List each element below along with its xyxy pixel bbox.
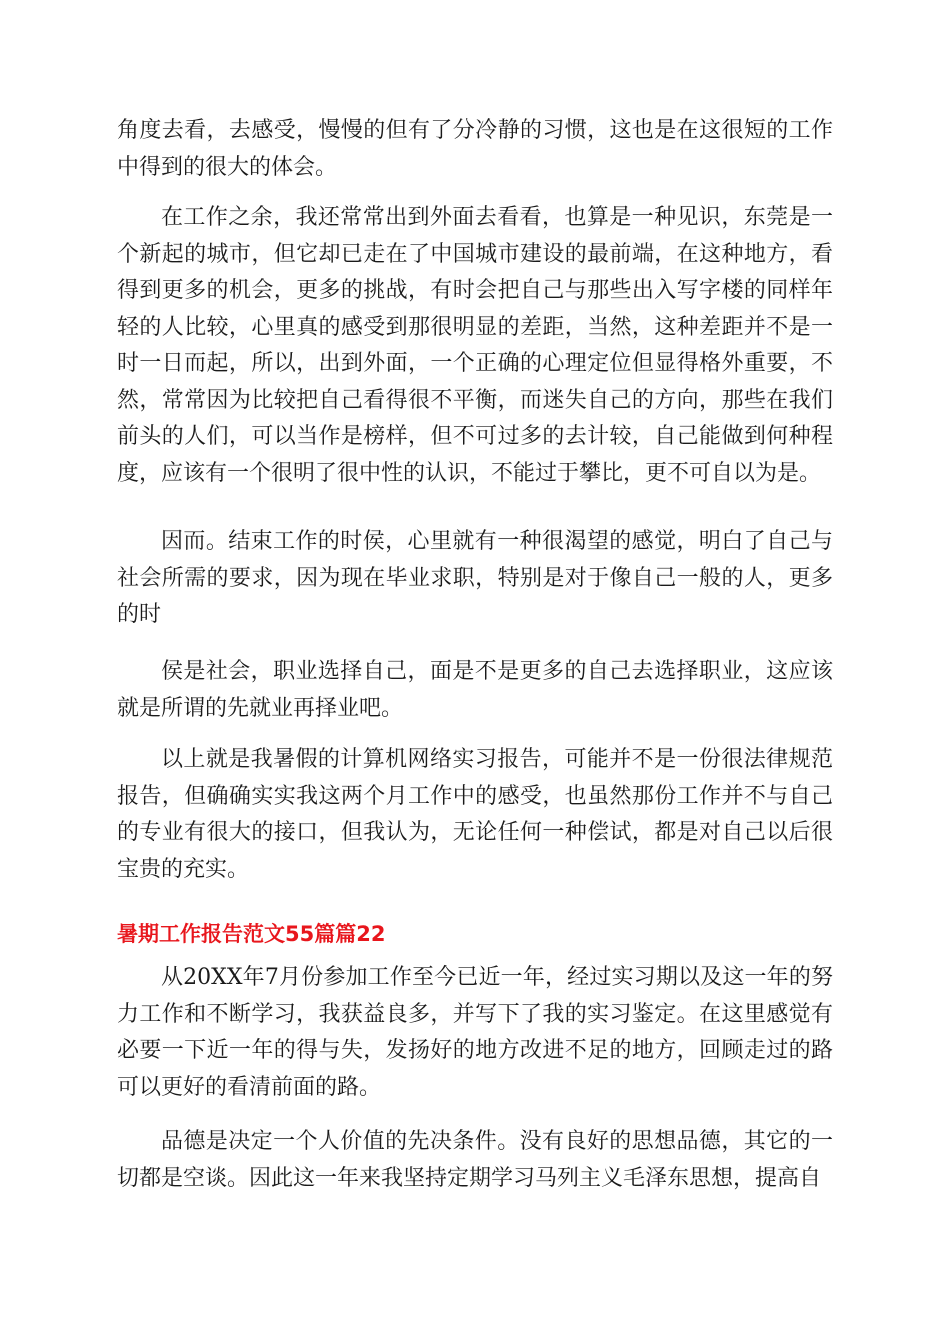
- paragraph-conclusion-end: 侯是社会，职业选择自己，面是不是更多的自己去选择职业，这应该就是所谓的先就业再择业吧。: [117, 659, 833, 721]
- section-paragraph-morality: 品德是决定一个人价值的先决条件。没有良好的思想品德，其它的一切都是空谈。因此这一年来我坚持定期学习马列主义毛泽东思想，提高自: [117, 1129, 833, 1191]
- paragraph-continued: 角度去看，去感受，慢慢的但有了分冷静的习惯，这也是在这很短的工作中得到的很大的体会。: [117, 118, 833, 180]
- section-paragraph-intro: 从20XX年7月份参加工作至今已近一年，经过实习期以及这一年的努力工作和不断学习，我获益良多，并写下了我的实习鉴定。在这里感觉有必要一下近一年的得与失，发扬好的地方改进不足的地方，回顾走过的路可以更好的看清前面的路。: [117, 965, 833, 1100]
- paragraph-summary: 以上就是我暑假的计算机网络实习报告，可能并不是一份很法律规范报告，但确确实实我这两个月工作中的感受，也虽然那份工作并不与自己的专业有很大的接口，但我认为，无论任何一种偿试，都是对自己以后很宝贵的充实。: [117, 747, 833, 882]
- section-heading: 暑期工作报告范文55篇篇22: [117, 922, 386, 946]
- paragraph-conclusion-start: 因而。结束工作的时侯，心里就有一种很渴望的感觉，明白了自己与社会所需的要求，因为现在毕业求职，特别是对于像自己一般的人，更多的时: [117, 529, 833, 627]
- paragraph-after-work: 在工作之余，我还常常出到外面去看看，也算是一种见识，东莞是一个新起的城市，但它却已走在了中国城市建设的最前端，在这种地方，看得到更多的机会，更多的挑战，有时会把自己与那些出入写字楼的同样年轻的人比较，心里真的感受到那很明显的差距，当然，这种差距并不是一时一日而起，所以，出到外面，一个正确的心理定位但显得格外重要，不然，常常因为比较把自己看得很不平衡，而迷失自己的方向，那些在我们前头的人们，可以当作是榜样，但不可过多的去计较，自己能做到何种程度，应该有一个很明了很中性的认识，不能过于攀比，更不可自以为是。: [117, 205, 833, 486]
